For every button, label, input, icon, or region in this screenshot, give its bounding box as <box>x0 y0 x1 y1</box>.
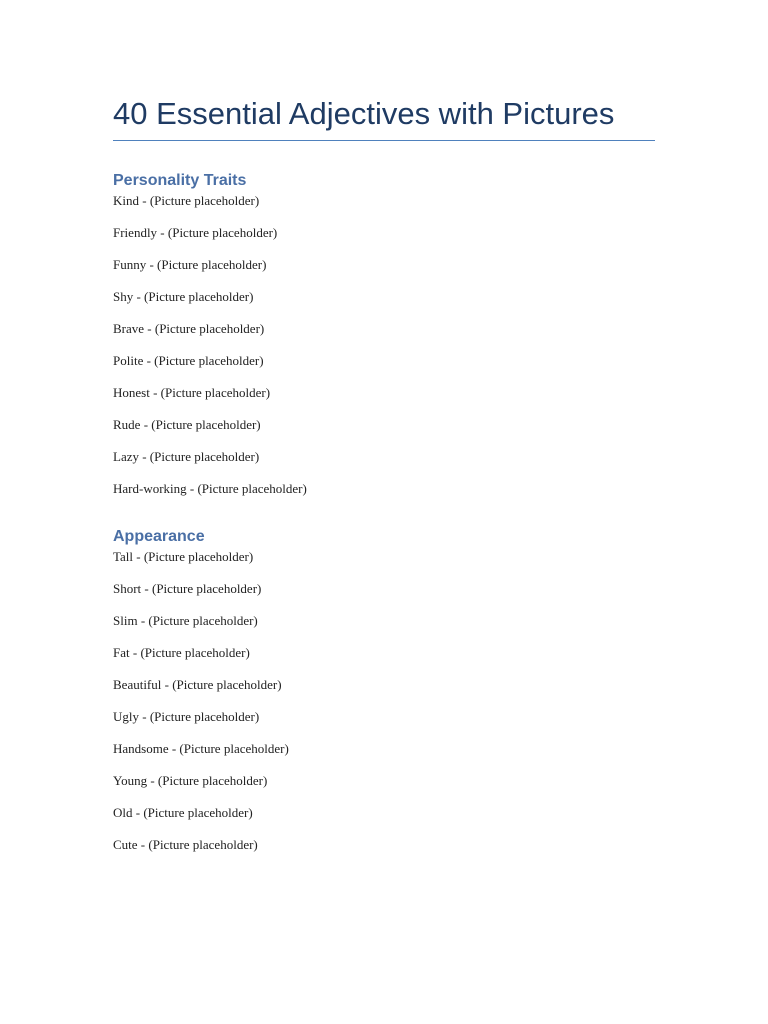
document-title: 40 Essential Adjectives with Pictures <box>113 94 655 141</box>
list-item: Friendly - (Picture placeholder) <box>113 225 278 240</box>
list-item: Polite - (Picture placeholder) <box>113 353 264 368</box>
list-item: Young - (Picture placeholder) <box>113 773 268 788</box>
list-item: Shy - (Picture placeholder) <box>113 289 254 304</box>
list-item: Fat - (Picture placeholder) <box>113 645 250 660</box>
list-item: Slim - (Picture placeholder) <box>113 613 258 628</box>
section-heading: Appearance <box>113 528 205 545</box>
list-item: Rude - (Picture placeholder) <box>113 417 261 432</box>
list-item: Honest - (Picture placeholder) <box>113 385 271 400</box>
adjective-list <box>113 193 655 497</box>
list-item: Lazy - (Picture placeholder) <box>113 449 260 464</box>
document-page <box>113 94 655 869</box>
section-personality-traits <box>113 171 655 497</box>
list-item: Brave - (Picture placeholder) <box>113 321 265 336</box>
list-item: Cute - (Picture placeholder) <box>113 837 258 852</box>
adjective-list <box>113 549 655 853</box>
list-item: Ugly - (Picture placeholder) <box>113 709 260 724</box>
list-item: Handsome - (Picture placeholder) <box>113 741 289 756</box>
list-item: Funny - (Picture placeholder) <box>113 257 267 272</box>
list-item: Kind - (Picture placeholder) <box>113 193 260 208</box>
list-item: Tall - (Picture placeholder) <box>113 549 254 564</box>
section-appearance <box>113 527 655 853</box>
list-item: Short - (Picture placeholder) <box>113 581 262 596</box>
list-item: Beautiful - (Picture placeholder) <box>113 677 282 692</box>
list-item: Hard-working - (Picture placeholder) <box>113 481 307 496</box>
section-heading: Personality Traits <box>113 172 247 189</box>
list-item: Old - (Picture placeholder) <box>113 805 253 820</box>
